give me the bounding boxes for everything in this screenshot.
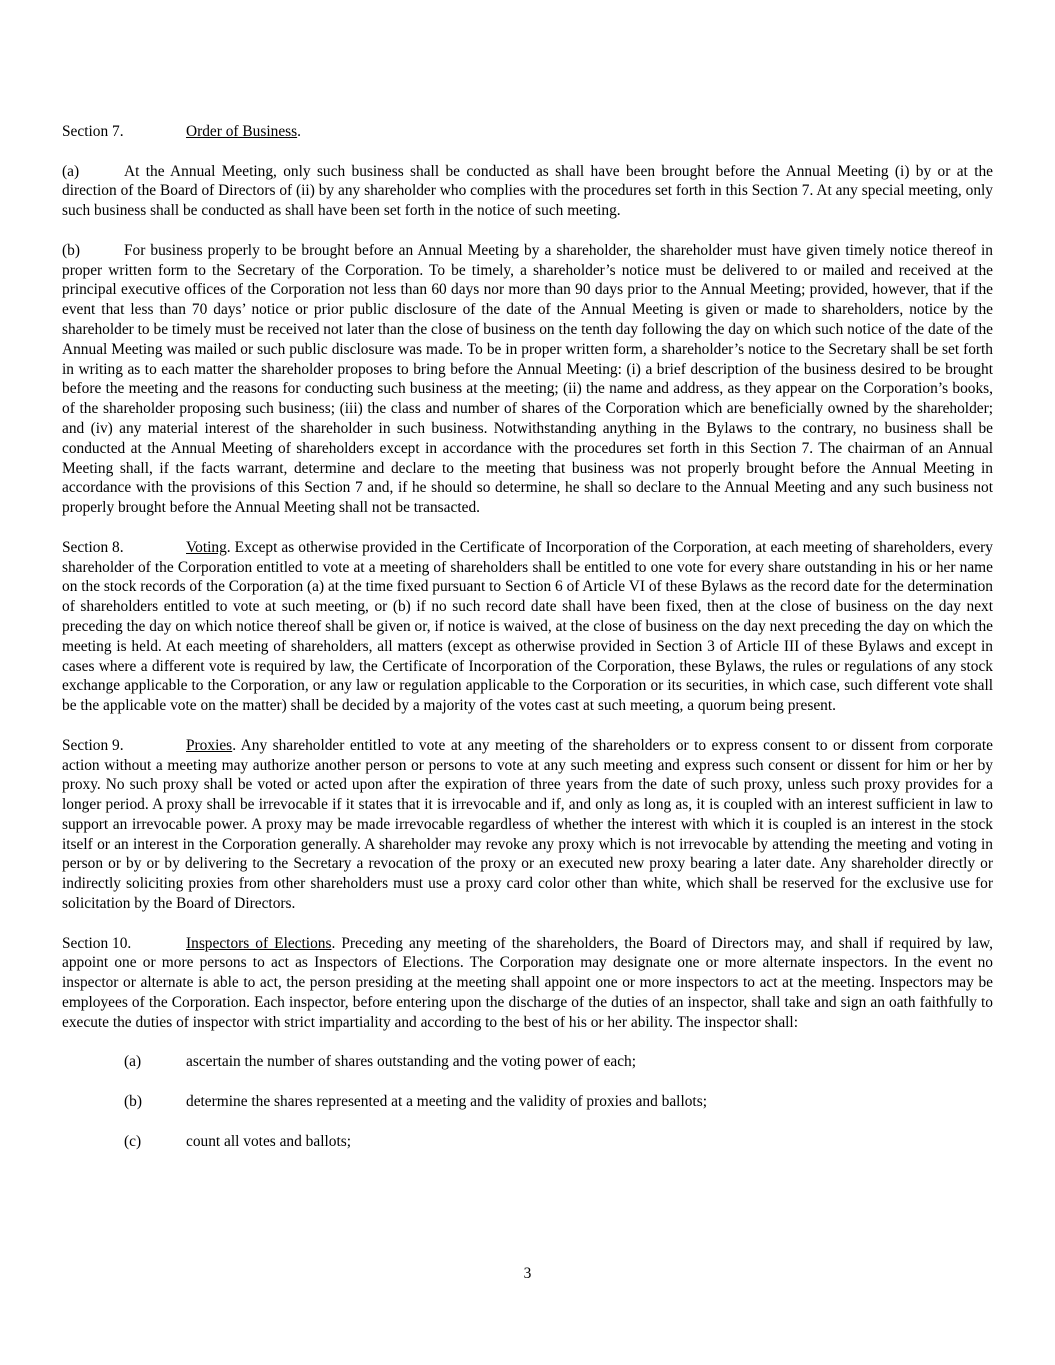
list-item [62,1132,993,1152]
inspector-duties-list [62,1052,993,1151]
section-8-text: . Except as otherwise provided in the Certificate of Incorporation of the Corporation, at each meeting of shareholders, every shareholder of the Corporation entitled to vote at a meeting of shareholders shall be entitled to one vote for every share outstanding in his or her name on the stock records of the Corporation (a) at the time fixed pursuant to Section 6 of Article VI of these Bylaws as the record date for the determination of shareholders entitled to vote at such meeting, or (b) if no such record date shall have been fixed, then at the close of business on the day next preceding the day on which notice thereof shall be given or, if notice is waived, at the close of business on the day next preceding the day on which the meeting is held. At each meeting of shareholders, all matters (except as otherwise provided in Section 3 of Article III of these Bylaws and except in cases where a different vote is required by law, the Certificate of Incorporation of the Corporation, these Bylaws, the rules or regulations of any stock exchange applicable to the Corporation, or any law or regulation applicable to the Corporation or its securities, in which case, such different vote shall be the applicable vote on the matter) shall be decided by a majority of the votes cast at such meeting, a quorum being present. [62,538,993,715]
section-8-paragraph [62,538,993,716]
section-8-title: Voting [186,538,227,556]
section-9-title: Proxies [186,736,233,754]
section-7-b-marker: (b) [62,241,80,259]
section-7-paragraph-b [62,241,993,518]
page-number: 3 [523,1265,532,1282]
list-item-marker: (b) [124,1093,142,1111]
section-10-number: Section 10. [62,934,132,952]
list-item-marker: (a) [124,1053,142,1071]
section-9-number: Section 9. [62,736,124,754]
section-7-b-text: For business properly to be brought before an Annual Meeting by a shareholder, the shareholder must have given timely notice thereof in proper written form to the Secretary of the Corporation. To be timely, a shareholder’s notice must be delivered to or mailed and received at the principal executive offices of the Corporation not less than 60 days nor more than 90 days prior to the Annual Meeting; provided, however, that if the event that less than 70 days’ notice or prior public disclosure of the date of the Annual Meeting is given or made to shareholders, notice by the shareholder to be timely must be received not later than the close of business on the tenth day following the day on which such notice of the date of the Annual Meeting was mailed or such public disclosure was made. To be in proper written form, a shareholder’s notice to the Secretary shall be set forth in writing as to each matter the shareholder proposes to bring before the Annual Meeting: (i) a brief description of the business desired to be brought before the meeting and the reasons for conducting such business at the meeting; (ii) the name and address, as they appear on the Corporation’s books, of the shareholder proposing such business; (iii) the class and number of shares of the Corporation which are beneficially owned by the shareholder; and (iv) any material interest of the shareholder in such business. Notwithstanding anything in the Bylaws to the contrary, no business shall be conducted at the Annual Meeting of shareholders except in accordance with the procedures set forth in this Section 7. The chairman of an Annual Meeting shall, if the facts warrant, determine and declare to the meeting that business was not properly brought before the Annual Meeting in accordance with the provisions of this Section 7 and, if he should so determine, he shall so declare to the Annual Meeting and any such business not properly brought before the Annual Meeting shall not be transacted. [62,241,993,517]
section-7-paragraph-a [62,162,993,221]
section-9-paragraph [62,736,993,914]
list-item-marker: (c) [124,1132,142,1150]
section-7-heading [62,122,993,142]
list-item-text: ascertain the number of shares outstanding and the voting power of each; [186,1053,637,1071]
section-10-paragraph [62,934,993,1033]
section-10-text: . Preceding any meeting of the shareholders, the Board of Directors may, and shall if required by law, appoint one or more persons to act as Inspectors of Elections. The Corporation may designate one or more alternate inspectors. In the event no inspector or alternate is able to act, the person presiding at the meeting shall appoint one or more inspectors to act at the meeting. Inspectors may be employees of the Corporation. Each inspector, before entering upon the discharge of the duties of an inspector, shall take and sign an oath faithfully to execute the duties of inspector with strict impartiality and according to the best of his or her ability. The inspector shall: [62,934,993,1031]
list-item [62,1052,993,1072]
list-item-text: determine the shares represented at a meeting and the validity of proxies and ballots; [186,1093,707,1111]
section-7-a-text: At the Annual Meeting, only such business shall be conducted as shall have been brought before the Annual Meeting (i) by or at the direction of the Board of Directors of (ii) by any shareholder who complies with the procedures set forth in this Section 7. At any special meeting, only such business shall be conducted as shall have been set forth in the notice of such meeting. [62,162,993,220]
section-8-number: Section 8. [62,538,124,556]
section-7-title-end: . [297,123,301,140]
section-7-title: Order of Business [186,123,298,140]
section-9-text: . Any shareholder entitled to vote at any meeting of the shareholders or to express consent to or dissent from corporate action without a meeting may authorize another person or persons to vote at any such meeting and express such consent or dissent for him or her by proxy. No such proxy shall be voted or acted upon after the expiration of three years from the date of such proxy, unless such proxy provides for a longer period. A proxy shall be irrevocable if it states that it is irrevocable and if, and only as long as, it is coupled with an interest sufficient in law to support an irrevocable power. A proxy may be made irrevocable regardless of whether the interest with which it is coupled is an interest in the stock itself or an interest in the Corporation generally. A shareholder may revoke any proxy which is not irrevocable by attending the meeting and voting in person or by or by delivering to the Secretary a revocation of the proxy or an executed new proxy bearing a later date. Any shareholder directly or indirectly soliciting proxies from other shareholders must use a proxy card color other than white, which shall be reserved for the exclusive use for solicitation by the Board of Directors. [62,736,993,913]
section-7-number: Section 7. [62,123,124,140]
section-10-title: Inspectors of Elections [186,934,332,952]
list-item [62,1092,993,1112]
list-item-text: count all votes and ballots; [186,1132,351,1150]
section-7-a-marker: (a) [62,162,80,180]
